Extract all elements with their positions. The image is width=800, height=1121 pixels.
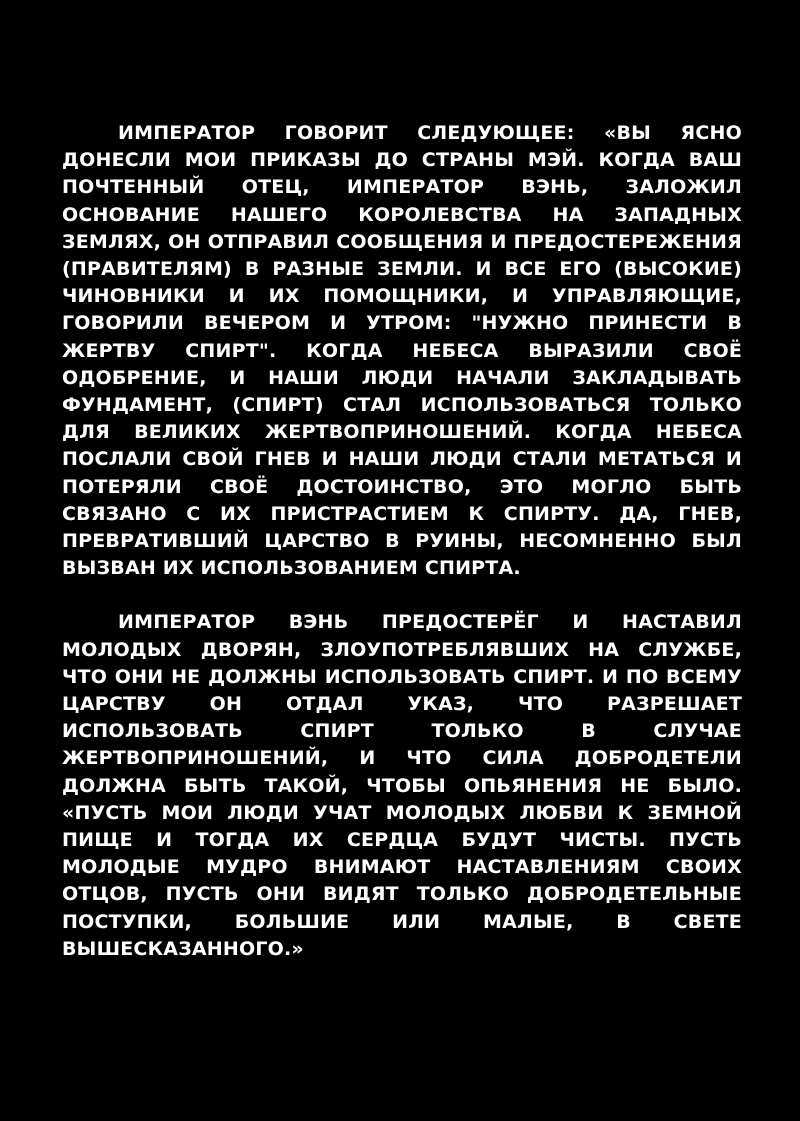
paragraph-2: ИМПЕРАТОР ВЭНЬ ПРЕДОСТЕРЁГ И НАСТАВИЛ МОЛОДЫХ ДВОРЯН, ЗЛОУПОТРЕБЛЯВШИХ НА СЛУЖБЕ, ЧТО ОНИ НЕ ДОЛЖНЫ ИСПОЛЬЗОВАТЬ СПИРТ. И ПО ВСЕМУ ЦАРСТВУ ОН ОТДАЛ УКАЗ, ЧТО РАЗРЕШАЕТ ИСПОЛЬЗОВАТЬ СПИРТ ТОЛЬКО В СЛУЧАЕ ЖЕРТВОПРИНОШЕНИЙ, И ЧТО СИЛА ДОБРОДЕТЕЛИ ДОЛЖНА БЫТЬ ТАКОЙ, ЧТОБЫ ОПЬЯНЕНИЯ НЕ БЫЛО. «ПУСТЬ МОИ ЛЮДИ УЧАТ МОЛОДЫХ ЛЮБВИ К ЗЕМНОЙ ПИЩЕ И ТОГДА ИХ СЕРДЦА БУДУТ ЧИСТЫ. ПУСТЬ МОЛОДЫЕ МУДРО ВНИМАЮТ НАСТАВЛЕНИЯМ СВОИХ ОТЦОВ, ПУСТЬ ОНИ ВИДЯТ ТОЛЬКО ДОБРОДЕТЕЛЬНЫЕ ПОСТУПКИ, БОЛЬШИЕ ИЛИ МАЛЫЕ, В СВЕТЕ ВЫШЕСКАЗАННОГО.» bbox=[62, 611, 742, 960]
text-block bbox=[62, 120, 742, 963]
paragraph-1: ИМПЕРАТОР ГОВОРИТ СЛЕДУЮЩЕЕ: «ВЫ ЯСНО ДОНЕСЛИ МОИ ПРИКАЗЫ ДО СТРАНЫ МЭЙ. КОГДА ВАШ ПОЧТЕННЫЙ ОТЕЦ, ИМПЕРАТОР ВЭНЬ, ЗАЛОЖИЛ ОСНОВАНИЕ НАШЕГО КОРОЛЕВСТВА НА ЗАПАДНЫХ ЗЕМЛЯХ, ОН ОТПРАВИЛ СООБЩЕНИЯ И ПРЕДОСТЕРЕЖЕНИЯ (ПРАВИТЕЛЯМ) В РАЗНЫЕ ЗЕМЛИ. И ВСЕ ЕГО (ВЫСОКИЕ) ЧИНОВНИКИ И ИХ ПОМОЩНИКИ, И УПРАВЛЯЮЩИЕ, ГОВОРИЛИ ВЕЧЕРОМ И УТРОМ: "НУЖНО ПРИНЕСТИ В ЖЕРТВУ СПИРТ". КОГДА НЕБЕСА ВЫРАЗИЛИ СВОЁ ОДОБРЕНИЕ, И НАШИ ЛЮДИ НАЧАЛИ ЗАКЛАДЫВАТЬ ФУНДАМЕНТ, (СПИРТ) СТАЛ ИСПОЛЬЗОВАТЬСЯ ТОЛЬКО ДЛЯ ВЕЛИКИХ ЖЕРТВОПРИНОШЕНИЙ. КОГДА НЕБЕСА ПОСЛАЛИ СВОЙ ГНЕВ И НАШИ ЛЮДИ СТАЛИ МЕТАТЬСЯ И ПОТЕРЯЛИ СВОЁ ДОСТОИНСТВО, ЭТО МОГЛО БЫТЬ СВЯЗАНО С ИХ ПРИСТРАСТИЕМ К СПИРТУ. ДА, ГНЕВ, ПРЕВРАТИВШИЙ ЦАРСТВО В РУИНЫ, НЕСОМНЕННО БЫЛ ВЫЗВАН ИХ ИСПОЛЬЗОВАНИЕМ СПИРТА. bbox=[62, 122, 742, 580]
